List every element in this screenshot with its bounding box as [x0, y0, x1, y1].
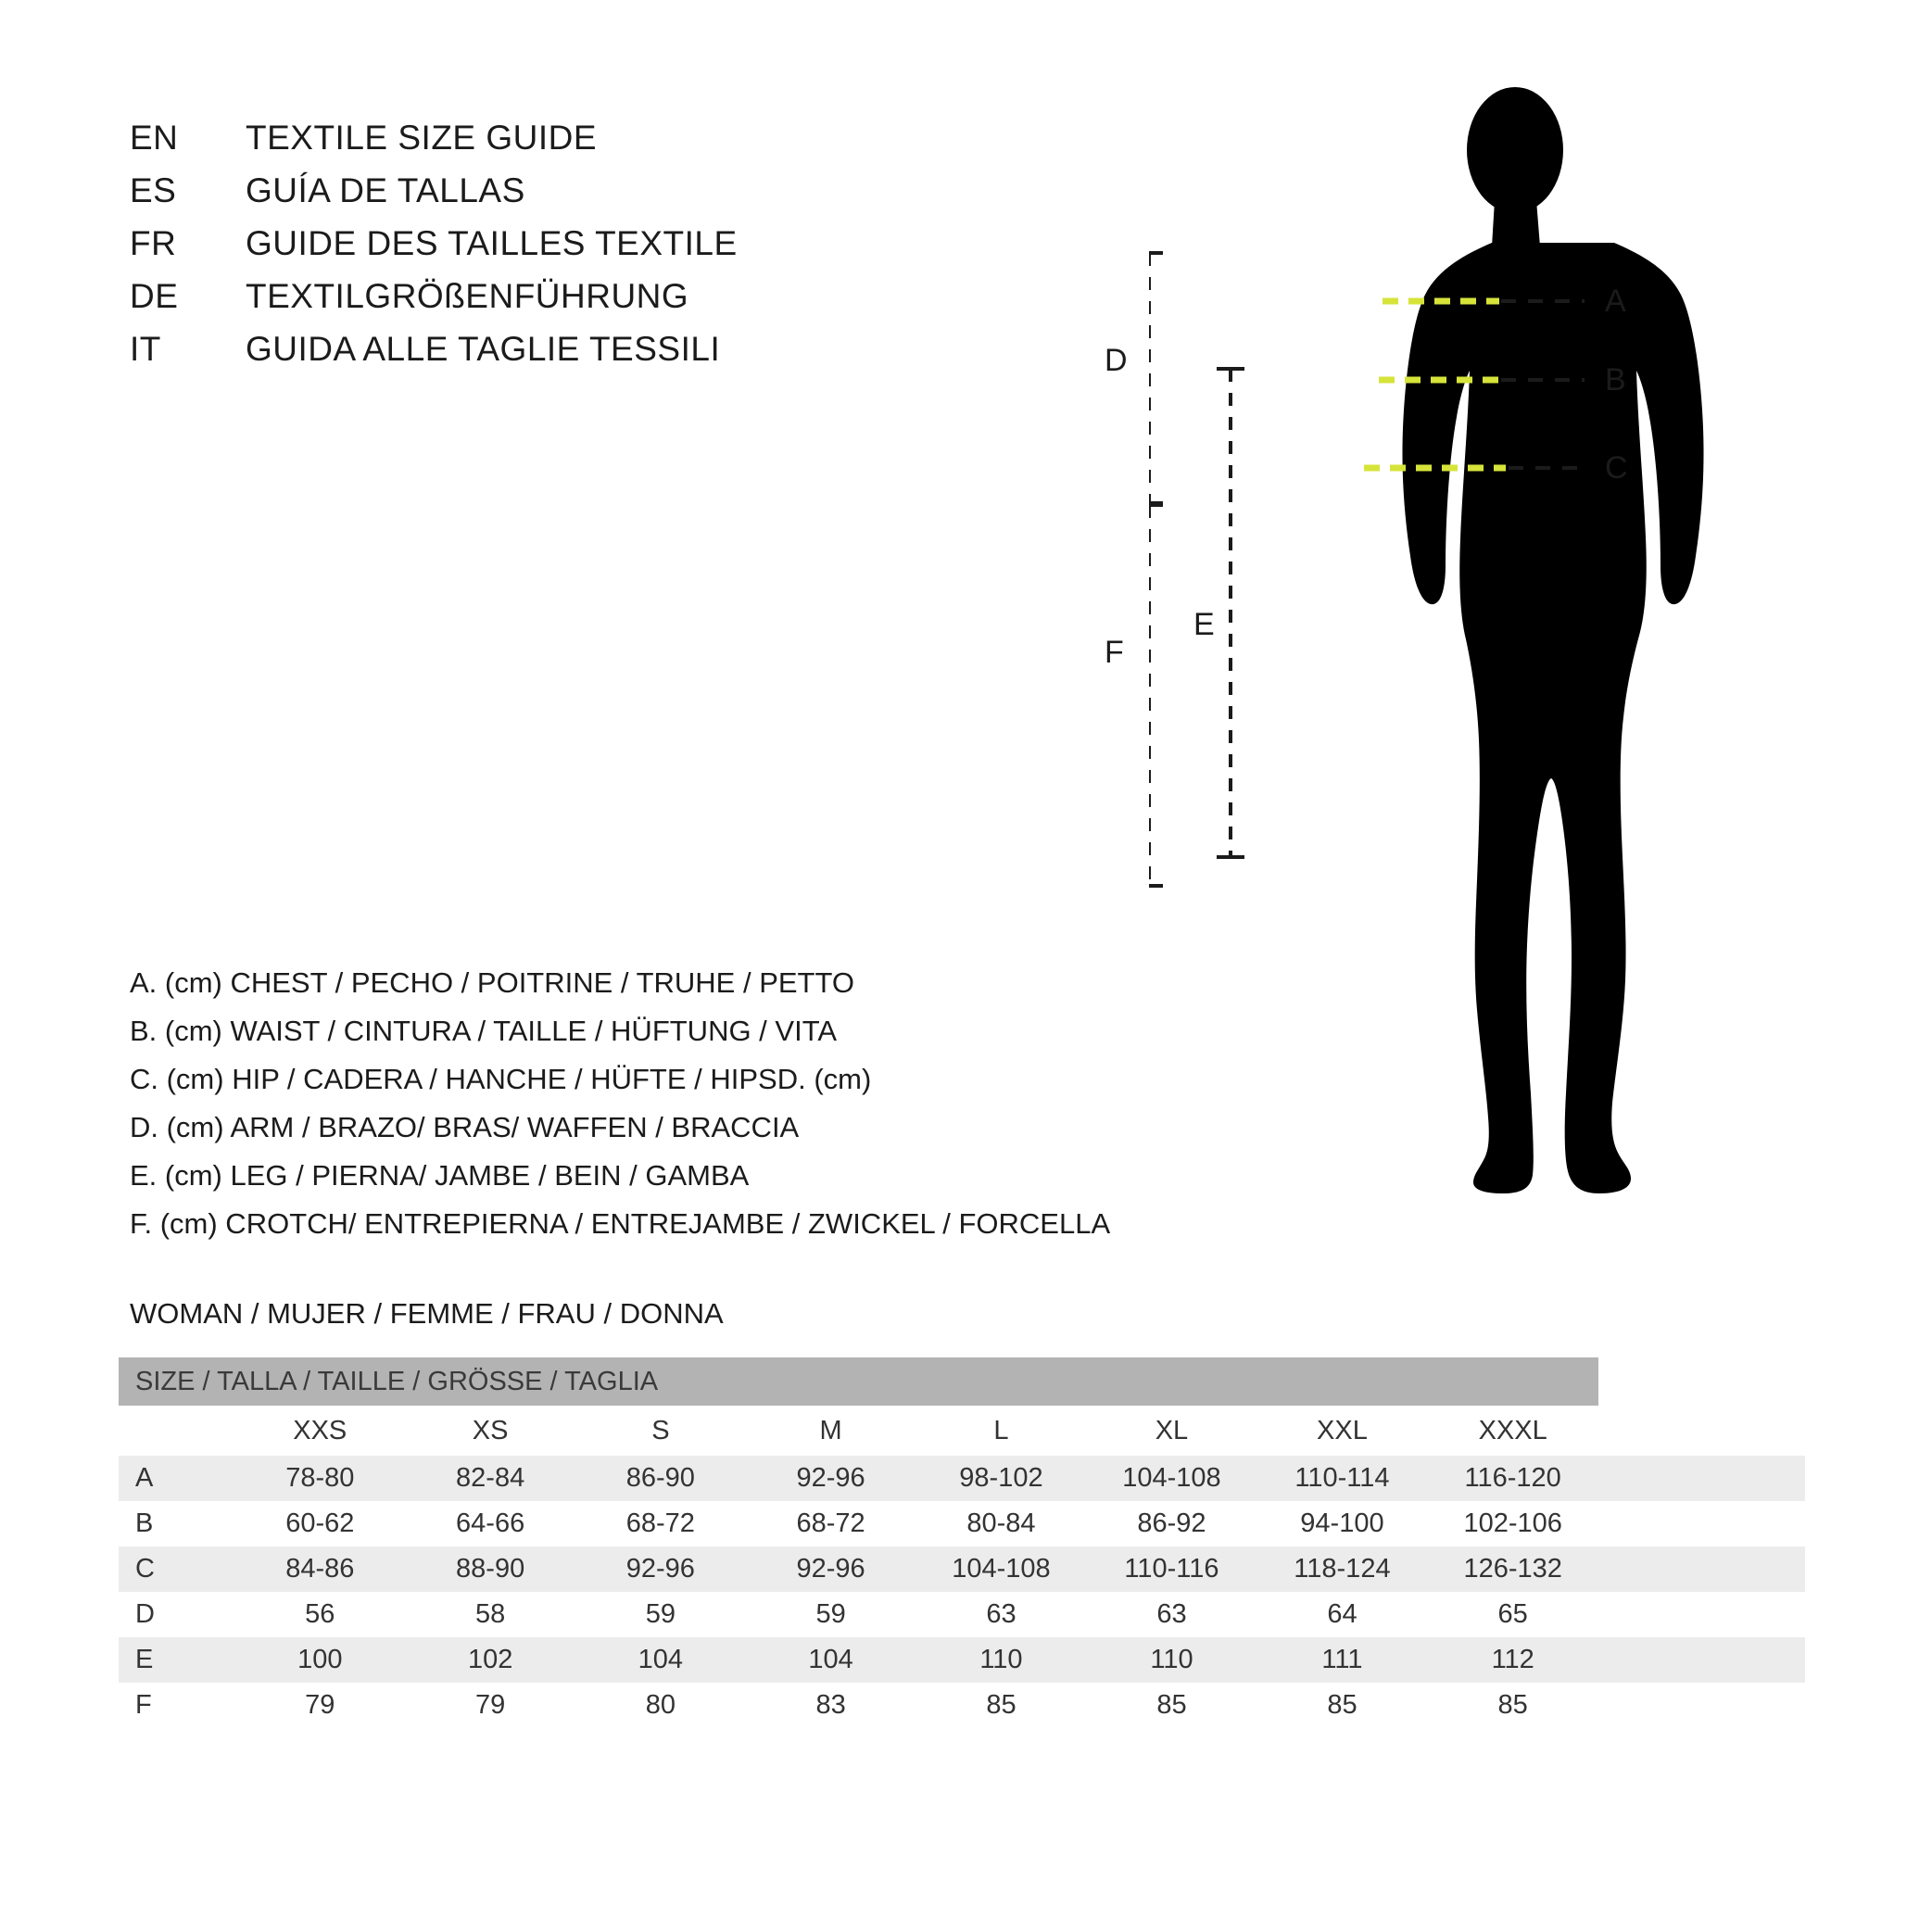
- legend-row-f: F. (cm) CROTCH/ ENTREPIERNA / ENTREJAMBE / ZWICKEL / FORCELLA: [130, 1207, 1111, 1240]
- cell-f-s: 80: [575, 1683, 746, 1728]
- size-header-s: S: [575, 1406, 746, 1456]
- title-text-en: TEXTILE SIZE GUIDE: [246, 119, 598, 157]
- title-text-de: TEXTILGRÖßENFÜHRUNG: [246, 277, 689, 315]
- title-lang-fr: FR: [130, 224, 177, 262]
- size-header-xs: XS: [405, 1406, 575, 1456]
- cell-d-xl: 63: [1086, 1592, 1256, 1637]
- cell-b-m: 68-72: [746, 1501, 916, 1546]
- cell-c-xxs: 84-86: [234, 1546, 405, 1592]
- title-row: [130, 277, 890, 330]
- cell-b-xs: 64-66: [405, 1501, 575, 1546]
- row-pad: [1598, 1683, 1805, 1728]
- measure-label-a: A: [1605, 284, 1626, 319]
- cell-c-xxxl: 126-132: [1427, 1546, 1598, 1592]
- legend-row-a: A. (cm) CHEST / PECHO / POITRINE / TRUHE / PETTO: [130, 966, 854, 999]
- legend-row-c: C. (cm) HIP / CADERA / HANCHE / HÜFTE / HIPSD. (cm): [130, 1063, 872, 1095]
- size-header-l: L: [915, 1406, 1086, 1456]
- size-header-xxxl: XXXL: [1427, 1406, 1598, 1456]
- legend-row-d: D. (cm) ARM / BRAZO/ BRAS/ WAFFEN / BRACCIA: [130, 1111, 800, 1143]
- cell-b-l: 80-84: [915, 1501, 1086, 1546]
- size-header-xxs: XXS: [234, 1406, 405, 1456]
- table-row: [119, 1501, 1805, 1546]
- cell-c-xs: 88-90: [405, 1546, 575, 1592]
- cell-e-xs: 102: [405, 1637, 575, 1683]
- title-row: [130, 330, 890, 383]
- title-lang-en: EN: [130, 119, 179, 157]
- cell-c-l: 104-108: [915, 1546, 1086, 1592]
- legend-row-b: B. (cm) WAIST / CINTURA / TAILLE / HÜFTUNG / VITA: [130, 1015, 838, 1047]
- cell-d-xxs: 56: [234, 1592, 405, 1637]
- table-row: [119, 1683, 1805, 1728]
- size-header-xxl: XXL: [1256, 1406, 1427, 1456]
- dimension-label-d: D: [1105, 343, 1128, 378]
- title-text-it: GUIDA ALLE TAGLIE TESSILI: [246, 330, 721, 368]
- measure-label-b: B: [1605, 362, 1626, 398]
- legend-block: [130, 959, 1168, 1248]
- cell-a-l: 98-102: [915, 1456, 1086, 1501]
- cell-a-xl: 104-108: [1086, 1456, 1256, 1501]
- cell-d-s: 59: [575, 1592, 746, 1637]
- cell-d-xxl: 64: [1256, 1592, 1427, 1637]
- row-label-a: A: [119, 1456, 234, 1501]
- title-lang-es: ES: [130, 171, 177, 209]
- table-row: [119, 1546, 1805, 1592]
- row-label-c: C: [119, 1546, 234, 1592]
- size-header-m: M: [746, 1406, 916, 1456]
- dimension-label-e: E: [1193, 607, 1215, 642]
- table-row: [119, 1456, 1805, 1501]
- title-lang-it: IT: [130, 330, 161, 368]
- cell-b-xxs: 60-62: [234, 1501, 405, 1546]
- cell-f-xxxl: 85: [1427, 1683, 1598, 1728]
- row-pad: [1598, 1592, 1805, 1637]
- row-pad: [1598, 1456, 1805, 1501]
- cell-e-s: 104: [575, 1637, 746, 1683]
- sizes-row-pad: [1598, 1406, 1805, 1456]
- title-block: [130, 119, 890, 383]
- cell-d-xxxl: 65: [1427, 1592, 1598, 1637]
- title-text-fr: GUIDE DES TAILLES TEXTILE: [246, 224, 738, 262]
- row-pad: [1598, 1546, 1805, 1592]
- table-header-row: [119, 1357, 1805, 1406]
- cell-b-xxl: 94-100: [1256, 1501, 1427, 1546]
- gender-caption: WOMAN / MUJER / FEMME / FRAU / DONNA: [130, 1297, 724, 1330]
- cell-a-xs: 82-84: [405, 1456, 575, 1501]
- cell-f-xl: 85: [1086, 1683, 1256, 1728]
- row-label-f: F: [119, 1683, 234, 1728]
- title-lang-de: DE: [130, 277, 179, 315]
- cell-a-xxl: 110-114: [1256, 1456, 1427, 1501]
- title-row: [130, 171, 890, 224]
- cell-d-m: 59: [746, 1592, 916, 1637]
- cell-e-l: 110: [915, 1637, 1086, 1683]
- cell-a-xxs: 78-80: [234, 1456, 405, 1501]
- size-table: [119, 1357, 1805, 1728]
- table-sizes-row: [119, 1406, 1805, 1456]
- cell-c-xl: 110-116: [1086, 1546, 1256, 1592]
- cell-d-l: 63: [915, 1592, 1086, 1637]
- cell-c-xxl: 118-124: [1256, 1546, 1427, 1592]
- dimension-label-f: F: [1105, 635, 1124, 670]
- title-row: [130, 119, 890, 171]
- measure-label-c: C: [1605, 450, 1628, 486]
- cell-a-m: 92-96: [746, 1456, 916, 1501]
- table-row: [119, 1637, 1805, 1683]
- row-label-e: E: [119, 1637, 234, 1683]
- cell-c-s: 92-96: [575, 1546, 746, 1592]
- cell-f-xxs: 79: [234, 1683, 405, 1728]
- cell-f-l: 85: [915, 1683, 1086, 1728]
- cell-c-m: 92-96: [746, 1546, 916, 1592]
- cell-f-xxl: 85: [1256, 1683, 1427, 1728]
- cell-e-xxs: 100: [234, 1637, 405, 1683]
- cell-b-s: 68-72: [575, 1501, 746, 1546]
- legend-row-e: E. (cm) LEG / PIERNA/ JAMBE / BEIN / GAMBA: [130, 1159, 750, 1192]
- cell-a-xxxl: 116-120: [1427, 1456, 1598, 1501]
- cell-f-xs: 79: [405, 1683, 575, 1728]
- sizes-row-corner: [119, 1406, 234, 1456]
- table-header-label: SIZE / TALLA / TAILLE / GRÖSSE / TAGLIA: [119, 1357, 1598, 1406]
- row-label-d: D: [119, 1592, 234, 1637]
- title-text-es: GUÍA DE TALLAS: [246, 171, 525, 209]
- cell-d-xs: 58: [405, 1592, 575, 1637]
- cell-b-xxxl: 102-106: [1427, 1501, 1598, 1546]
- cell-b-xl: 86-92: [1086, 1501, 1256, 1546]
- cell-e-xxxl: 112: [1427, 1637, 1598, 1683]
- cell-a-s: 86-90: [575, 1456, 746, 1501]
- row-label-b: B: [119, 1501, 234, 1546]
- row-pad: [1598, 1637, 1805, 1683]
- table-row: [119, 1592, 1805, 1637]
- measurement-guides: [1149, 74, 1909, 1279]
- cell-e-xxl: 111: [1256, 1637, 1427, 1683]
- title-row: [130, 224, 890, 277]
- cell-f-m: 83: [746, 1683, 916, 1728]
- size-header-xl: XL: [1086, 1406, 1256, 1456]
- cell-e-xl: 110: [1086, 1637, 1256, 1683]
- measurement-diagram: [1105, 74, 1909, 1279]
- cell-e-m: 104: [746, 1637, 916, 1683]
- row-pad: [1598, 1501, 1805, 1546]
